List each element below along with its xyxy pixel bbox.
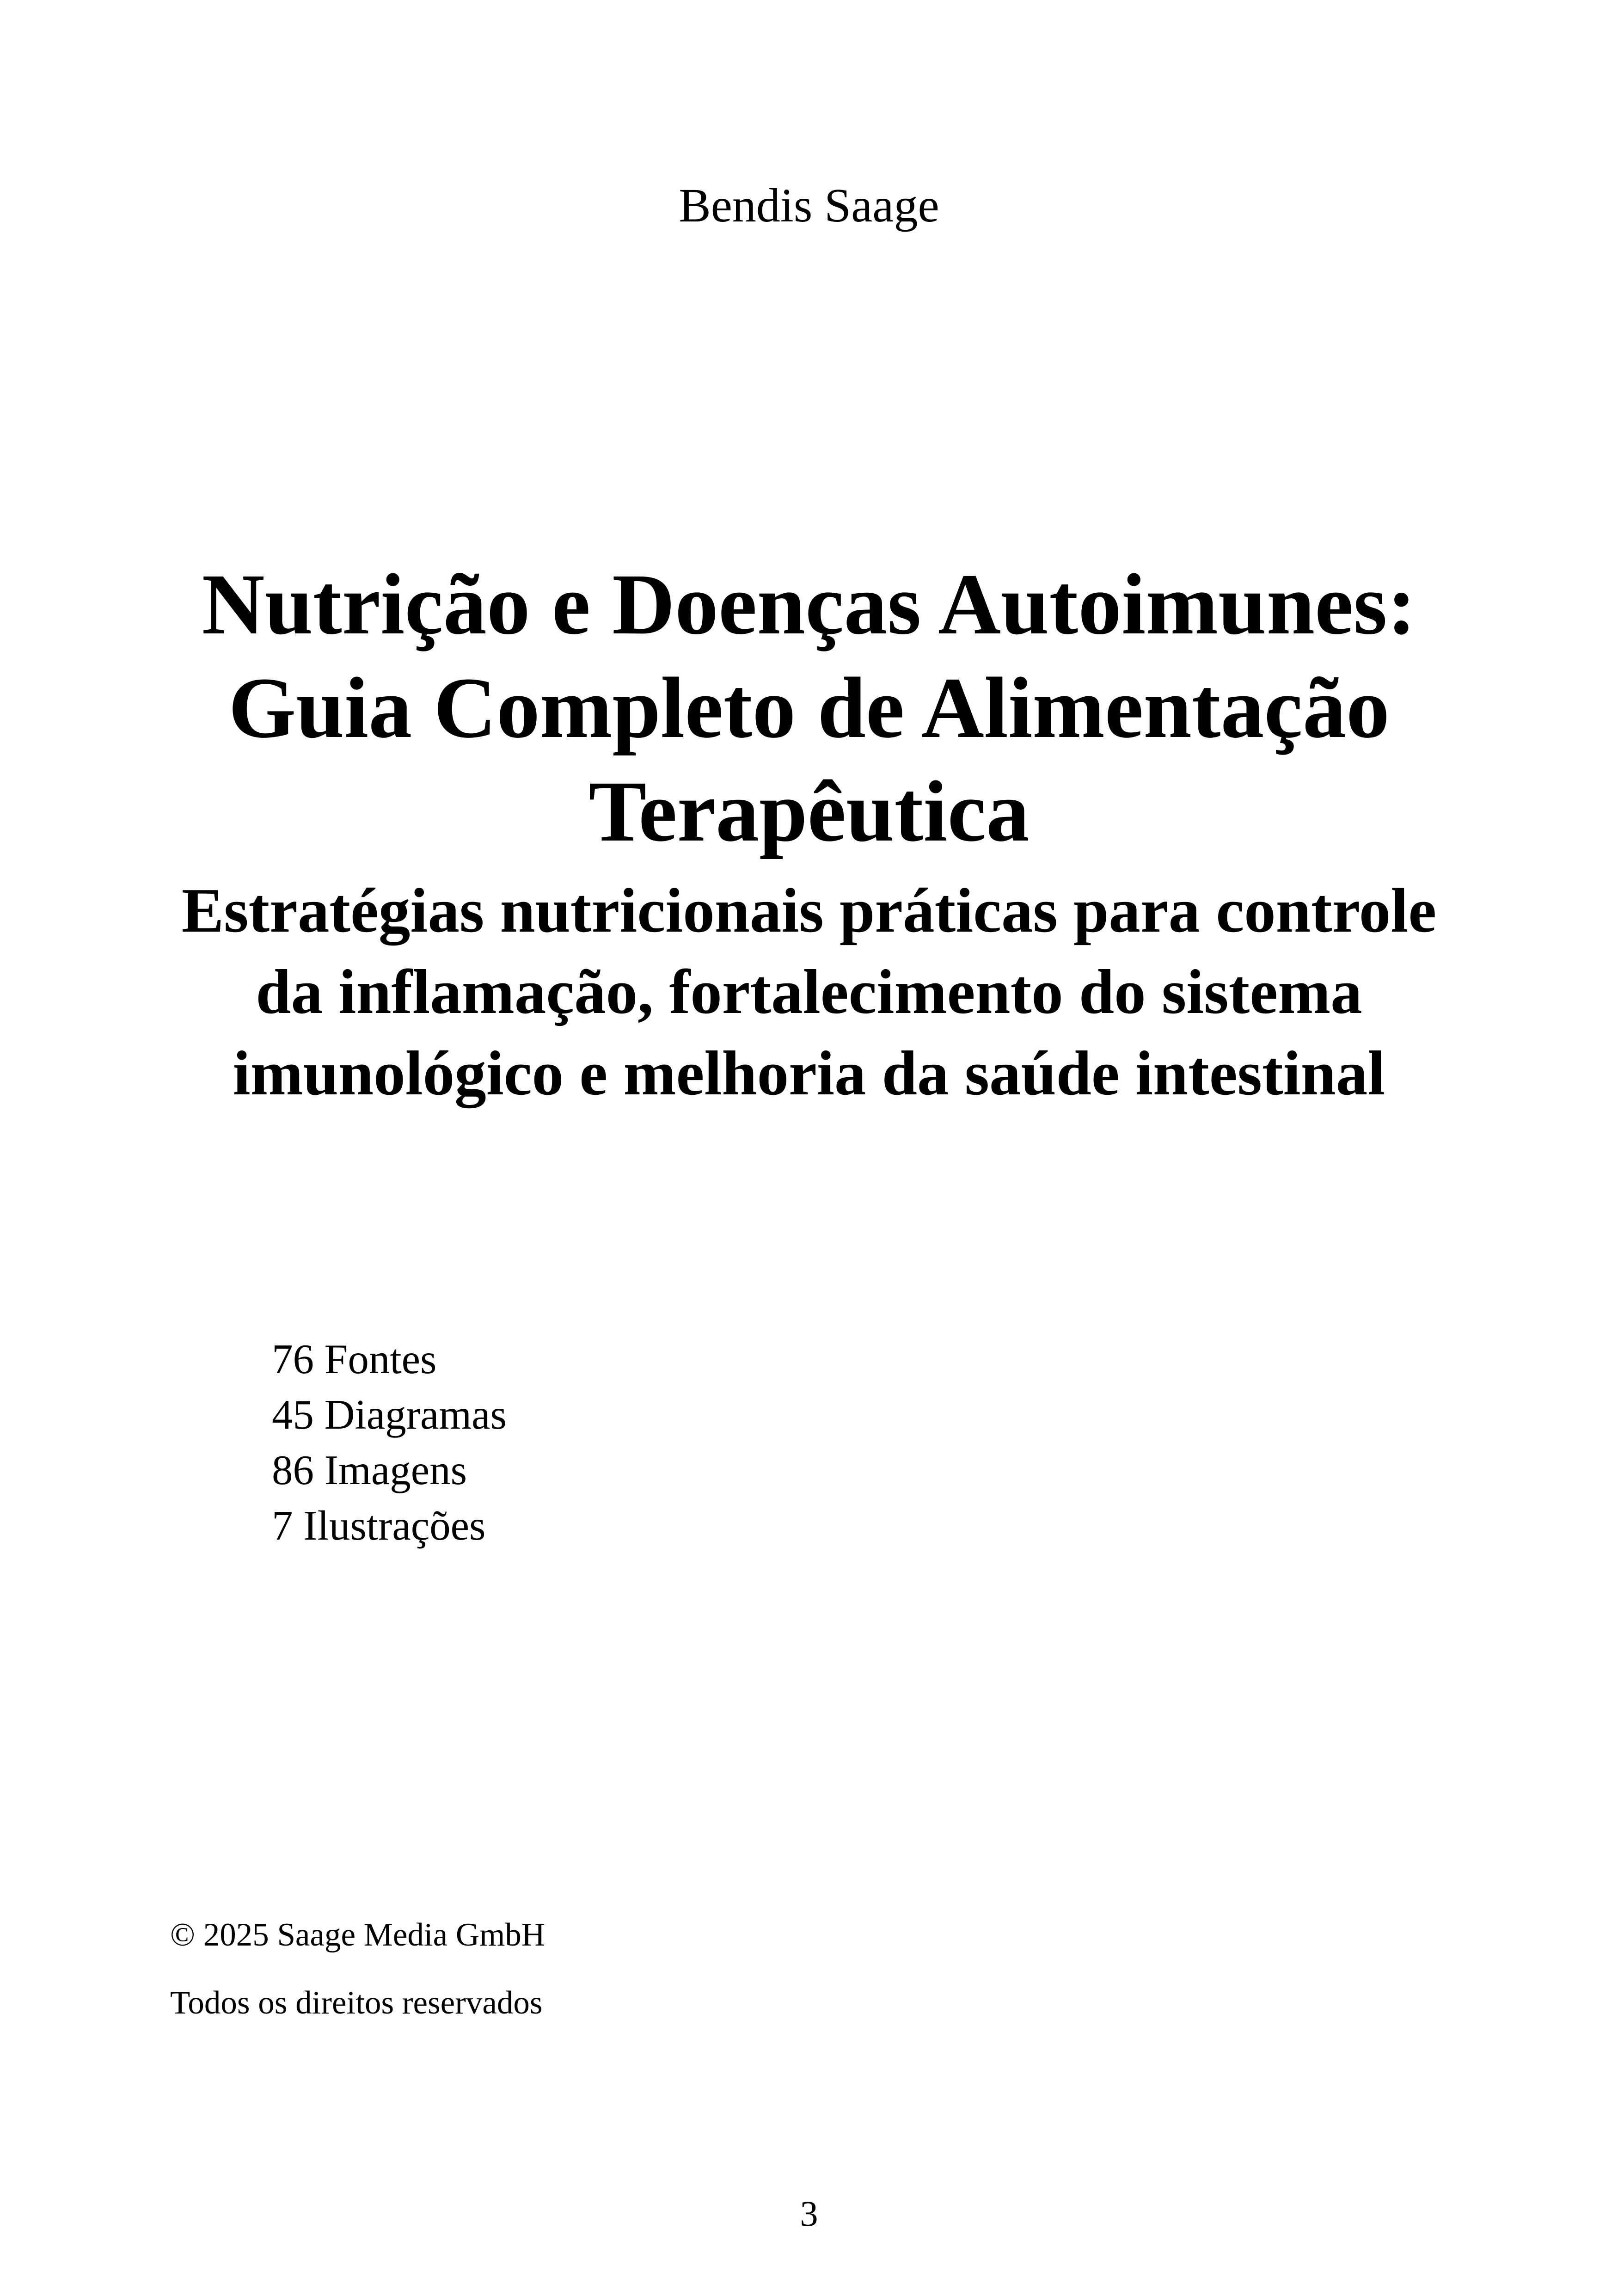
copyright-notice: © 2025 Saage Media GmbH: [170, 1917, 545, 1953]
page-number: 3: [800, 2193, 818, 2234]
stat-illustrations: 7 Ilustrações: [272, 1502, 486, 1549]
book-subtitle-line-2: da inflamação, fortalecimento do sistema: [256, 957, 1362, 1027]
book-subtitle-line-1: Estratégias nutricionais práticas para controle: [181, 875, 1437, 945]
stat-diagrams: 45 Diagramas: [272, 1391, 507, 1438]
title-block: [116, 553, 1502, 1114]
rights-notice: Todos os direitos reservados: [170, 1985, 543, 2021]
book-title-line-3: Terapêutica: [588, 763, 1030, 859]
book-title: [116, 553, 1502, 863]
book-title-line-2: Guia Completo de Alimentação: [228, 659, 1390, 756]
book-subtitle-line-3: imunológico e melhoria da saúde intestinal: [233, 1038, 1385, 1108]
book-subtitle: [116, 870, 1502, 1114]
author-name: Bendis Saage: [679, 179, 939, 232]
book-title-line-1: Nutrição e Doenças Autoimunes:: [202, 556, 1416, 652]
stat-sources: 76 Fontes: [272, 1336, 437, 1382]
content-stats-list: [272, 1332, 507, 1553]
stat-images: 86 Imagens: [272, 1447, 467, 1493]
